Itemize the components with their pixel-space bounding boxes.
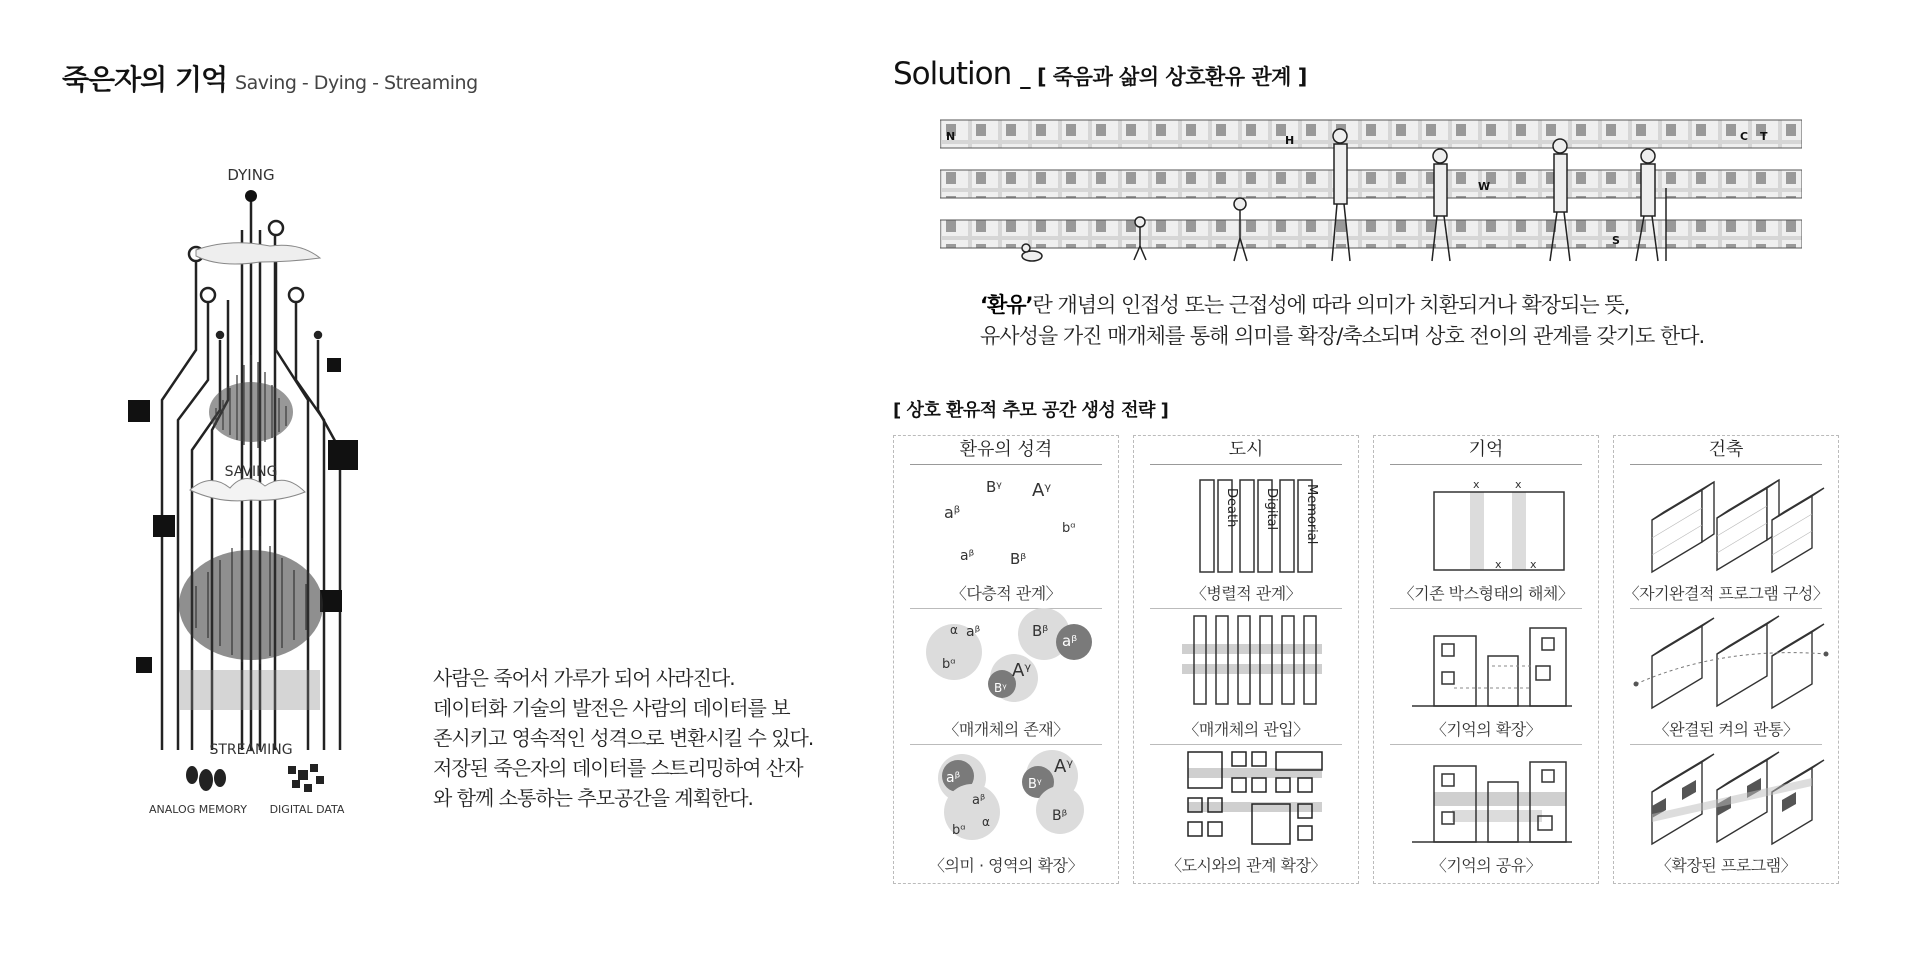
lying-body-figure xyxy=(196,243,320,264)
cell-multilayer xyxy=(894,466,1118,608)
definition-line-1: ‘환유’란 개념의 인접성 또는 근접성에 따라 의미가 치환되거나 확장되는 뜻, xyxy=(980,293,1630,317)
svg-text:Aᵞ: Aᵞ xyxy=(1054,756,1074,777)
digital-data-icons xyxy=(288,764,324,792)
svg-text:Bᵝ: Bᵝ xyxy=(1052,808,1068,824)
caption: 〈자기완결적 프로그램 구성〉 xyxy=(1623,584,1829,603)
svg-text:aᵝ: aᵝ xyxy=(966,624,981,640)
caption: 〈매개체의 관입〉 xyxy=(1183,720,1309,739)
paragraph-line: 와 함께 소통하는 추모공간을 계획한다. xyxy=(433,786,753,810)
cell-medium-insertion xyxy=(1134,602,1358,744)
svg-text:C: C xyxy=(1740,130,1749,143)
digital-data-label: DIGITAL DATA xyxy=(269,803,345,816)
svg-text:Digital: Digital xyxy=(1264,488,1279,531)
strategy-title: [ 상호 환유적 추모 공간 생성 전략 ] xyxy=(893,400,1169,421)
cell-parallel xyxy=(1134,466,1358,608)
box-dissolution-diagram xyxy=(1382,470,1592,578)
svg-text:Aᵞ: Aᵞ xyxy=(1012,660,1032,681)
left-title xyxy=(62,58,478,98)
caption: 〈완결된 켜의 관통〉 xyxy=(1653,720,1799,739)
cell-medium-existence xyxy=(894,602,1118,744)
paragraph-line: 저장된 죽은자의 데이터를 스트리밍하여 산자 xyxy=(433,756,803,780)
svg-text:Memorial: Memorial xyxy=(1304,484,1319,545)
svg-text:bᵅ: bᵅ xyxy=(1062,521,1076,536)
caption: 〈다층적 관계〉 xyxy=(950,584,1062,603)
svg-text:Bᵞ: Bᵞ xyxy=(986,478,1002,496)
caption: 〈매개체의 존재〉 xyxy=(943,720,1069,739)
circles-expansion-diagram xyxy=(902,742,1112,850)
svg-text:Aᵞ: Aᵞ xyxy=(1032,480,1052,501)
svg-text:bᵅ: bᵅ xyxy=(952,823,966,838)
left-paragraph xyxy=(433,663,863,813)
right-title xyxy=(893,56,1307,92)
svg-text:x: x xyxy=(1530,558,1537,571)
svg-text:α: α xyxy=(950,623,958,637)
svg-text:H: H xyxy=(1285,134,1295,147)
svg-text:aᵝ: aᵝ xyxy=(1062,632,1078,650)
noise-band xyxy=(180,670,320,710)
right-title-sub: _ [ 죽음과 삶의 상호환유 관계 ] xyxy=(1020,65,1307,89)
cell-memory-expansion xyxy=(1374,602,1598,744)
svg-text:x: x xyxy=(1495,558,1502,571)
circles-medium-diagram xyxy=(902,606,1112,714)
column-architecture xyxy=(1613,435,1839,884)
svg-text:Bᵝ: Bᵝ xyxy=(1032,622,1049,640)
caption: 〈의미 · 영역의 확장〉 xyxy=(928,856,1084,875)
svg-text:x: x xyxy=(1515,478,1522,491)
svg-text:aᵝ: aᵝ xyxy=(946,770,961,786)
svg-text:aᵝ: aᵝ xyxy=(972,793,986,808)
cell-memory-sharing xyxy=(1374,738,1598,880)
left-title-sub: Saving - Dying - Streaming xyxy=(235,72,478,94)
svg-text:Bᵞ: Bᵞ xyxy=(1028,777,1042,792)
paragraph-line: 존시키고 영속적인 성격으로 변환시킬 수 있다. xyxy=(433,726,814,750)
streaming-label: STREAMING xyxy=(209,742,293,758)
cloud-shape xyxy=(190,478,305,500)
right-title-main: Solution xyxy=(893,56,1012,92)
caption: 〈확장된 프로그램〉 xyxy=(1655,856,1797,875)
svg-text:Death: Death xyxy=(1224,488,1239,528)
letters-scatter-diagram xyxy=(902,470,1112,578)
svg-text:x: x xyxy=(1473,478,1480,491)
evolution-filmstrip-illustration xyxy=(940,118,1802,266)
svg-text:α: α xyxy=(982,815,990,829)
cell-city-relation xyxy=(1134,738,1358,880)
svg-text:S: S xyxy=(1612,234,1620,247)
isometric-program-diagram xyxy=(1622,742,1832,850)
column-memory xyxy=(1373,435,1599,884)
definition-term: ‘환유’ xyxy=(980,293,1033,317)
svg-text:N: N xyxy=(946,130,956,143)
svg-text:Bᵞ: Bᵞ xyxy=(994,681,1007,695)
paragraph-line: 사람은 죽어서 가루가 되어 사라진다. xyxy=(433,666,735,690)
caption: 〈기억의 확장〉 xyxy=(1430,720,1542,739)
saving-blob xyxy=(209,382,293,442)
column-city xyxy=(1133,435,1359,884)
column-header: 기억 xyxy=(1390,436,1582,465)
dying-label: DYING xyxy=(227,166,275,184)
caption: 〈병렬적 관계〉 xyxy=(1190,584,1302,603)
memory-sharing-diagram xyxy=(1382,742,1592,850)
column-header: 도시 xyxy=(1150,436,1342,465)
paragraph-line: 데이터화 기술의 발전은 사람의 데이터를 보 xyxy=(433,696,790,720)
caption: 〈기존 박스형태의 해체〉 xyxy=(1398,584,1574,603)
grid-insertion-diagram xyxy=(1142,606,1352,714)
cell-expanded-program xyxy=(1614,738,1838,880)
cell-box-dissolution xyxy=(1374,466,1598,608)
svg-text:aᵝ: aᵝ xyxy=(944,503,961,522)
isometric-penetration-diagram xyxy=(1622,606,1832,714)
svg-text:T: T xyxy=(1760,130,1768,143)
definition-line-2: 유사성을 가진 매개체를 통해 의미를 확장/축소되며 상호 전이의 관계를 갖기도 한다. xyxy=(980,324,1705,348)
svg-text:aᵝ: aᵝ xyxy=(960,548,975,564)
streaming-blob xyxy=(179,550,323,660)
caption: 〈도시와의 관계 확장〉 xyxy=(1166,856,1326,875)
svg-text:W: W xyxy=(1478,180,1491,193)
dying-node xyxy=(245,190,257,202)
parallel-strips-diagram xyxy=(1142,470,1352,578)
svg-text:bᵅ: bᵅ xyxy=(942,657,956,672)
city-blocks-diagram xyxy=(1142,742,1352,850)
cell-self-contained xyxy=(1614,466,1838,608)
left-title-main: 죽은자의 기억 xyxy=(62,63,228,96)
isometric-layers-diagram xyxy=(1622,470,1832,578)
analog-urn-icons xyxy=(186,766,226,791)
memory-expansion-diagram xyxy=(1382,606,1592,714)
saving-dying-streaming-diagram xyxy=(120,150,390,830)
caption: 〈기억의 공유〉 xyxy=(1430,856,1542,875)
column-header: 건축 xyxy=(1630,436,1822,465)
cell-meaning-expansion xyxy=(894,738,1118,880)
cell-layer-penetration xyxy=(1614,602,1838,744)
column-metonymy-character xyxy=(893,435,1119,884)
analog-memory-label: ANALOG MEMORY xyxy=(149,803,247,816)
saving-label: SAVING xyxy=(224,464,278,480)
column-header: 환유의 성격 xyxy=(910,436,1102,465)
svg-text:Bᵝ: Bᵝ xyxy=(1010,550,1027,568)
metonymy-definition xyxy=(980,290,1704,352)
filmstrip-bands xyxy=(940,120,1802,248)
